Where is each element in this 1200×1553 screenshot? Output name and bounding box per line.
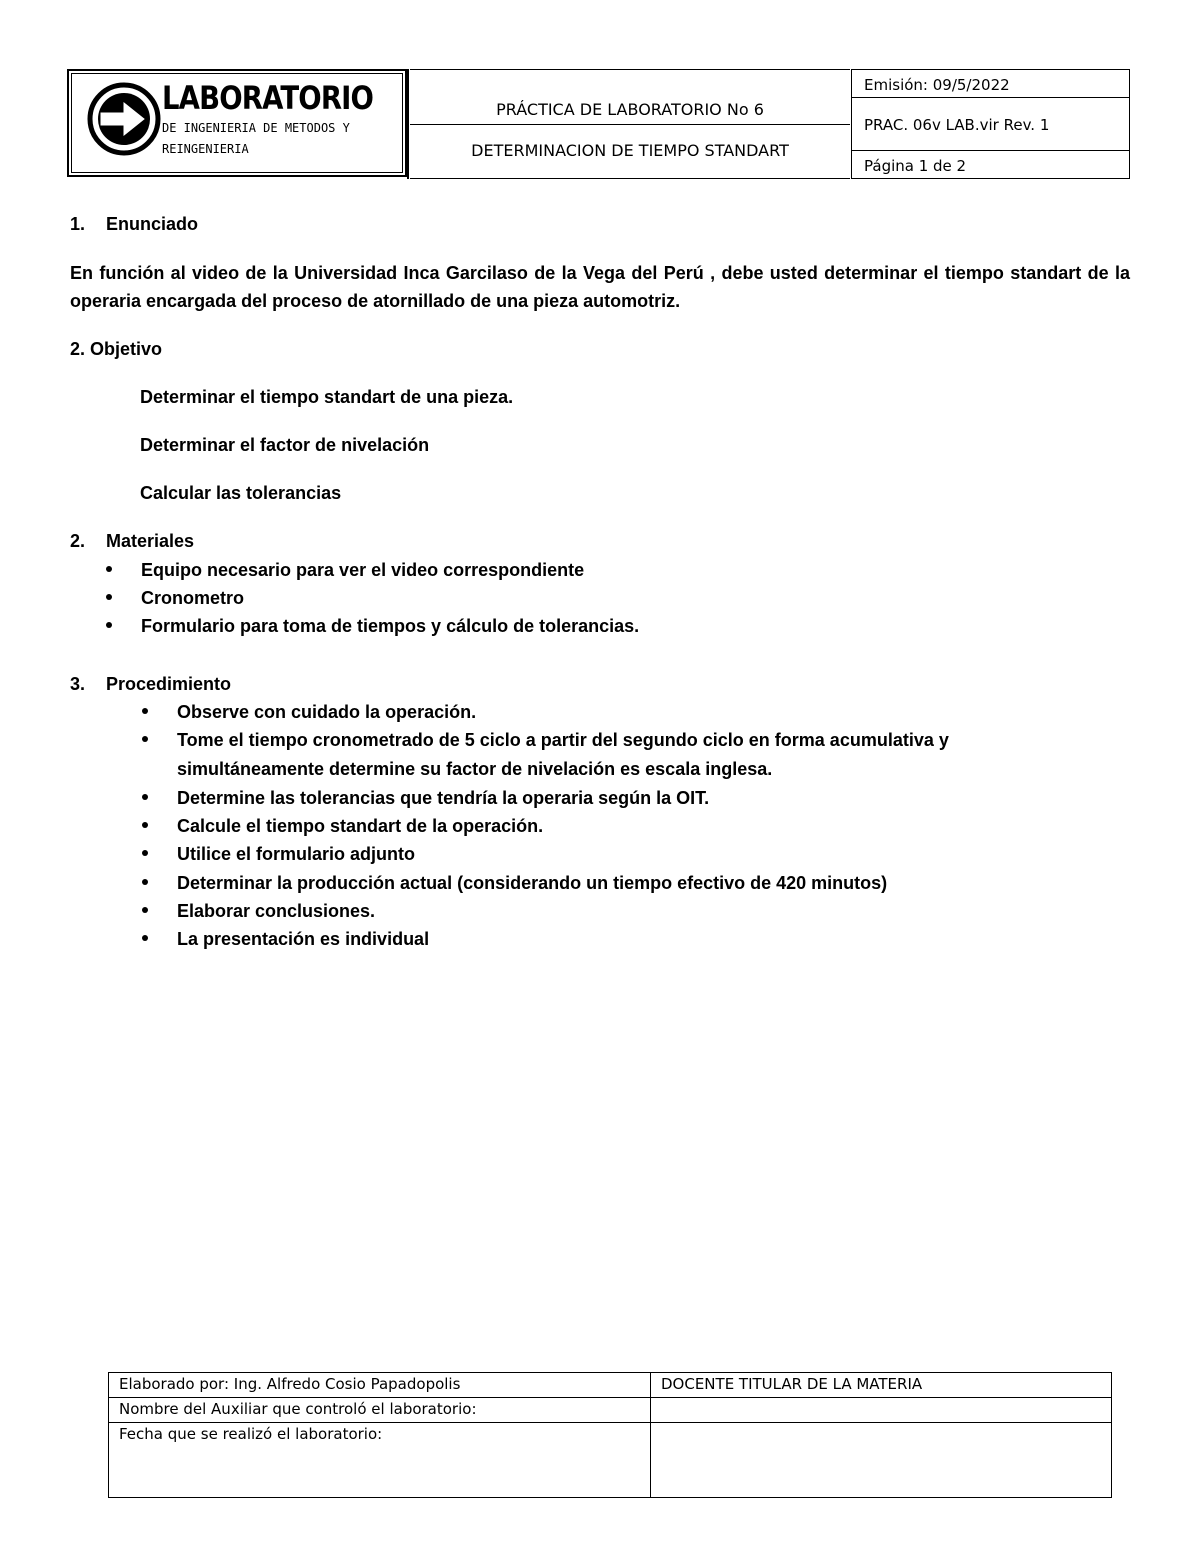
section-title-procedimiento: Procedimiento — [106, 674, 232, 694]
table-cell: DOCENTE TITULAR DE LA MATERIA — [651, 1373, 1112, 1398]
procedimiento-item: Observe con cuidado la operación. — [177, 702, 477, 722]
logo-subtitle-line2: REINGENIERIA — [162, 142, 249, 156]
bullet-icon — [142, 907, 148, 913]
table-cell — [651, 1423, 1112, 1498]
bullet-icon — [142, 879, 148, 885]
bullet-icon — [106, 594, 112, 600]
meta-separator-1 — [852, 97, 1129, 98]
bullet-icon — [142, 794, 148, 800]
enunciado-text: En función al video de la Universidad Inca Garcilaso de la Vega del Perú , debe usted determinar el tiempo standart de la operaria encargada del proceso de atornillado de una pieza automotriz. — [70, 263, 1130, 311]
bullet-icon — [106, 622, 112, 628]
table-cell: Fecha que se realizó el laboratorio: — [109, 1423, 651, 1498]
bullet-icon — [142, 708, 148, 714]
materiales-item: Equipo necesario para ver el video correspondiente — [141, 560, 585, 580]
objetivo-item: Calcular las tolerancias — [140, 483, 342, 503]
procedimiento-item: La presentación es individual — [177, 929, 430, 949]
signature-table — [108, 1372, 1112, 1498]
bullet-icon — [142, 850, 148, 856]
page-number: Página 1 de 2 — [864, 157, 967, 175]
bullet-icon — [142, 822, 148, 828]
table-cell: Nombre del Auxiliar que controló el laboratorio: — [109, 1398, 651, 1423]
section-number-procedimiento: 3. — [70, 674, 86, 694]
bullet-icon — [142, 736, 148, 742]
header-meta-box — [851, 69, 1130, 179]
table-cell: Elaborado por: Ing. Alfredo Cosio Papadopolis — [109, 1373, 651, 1398]
practice-title: PRÁCTICA DE LABORATORIO No 6 — [496, 100, 764, 119]
materiales-item: Formulario para toma de tiempos y cálculo de tolerancias. — [141, 616, 640, 636]
logo-box — [67, 69, 407, 177]
header-title-box — [410, 69, 850, 179]
emission-date: Emisión: 09/5/2022 — [864, 76, 1010, 94]
practice-subject: DETERMINACION DE TIEMPO STANDART — [471, 141, 789, 160]
meta-separator-2 — [852, 150, 1129, 151]
bullet-icon — [142, 935, 148, 941]
header-divider — [407, 69, 409, 179]
table-row — [109, 1423, 1112, 1498]
bullet-icon — [106, 566, 112, 572]
arrow-logo-icon — [87, 82, 161, 156]
logo-title: LABORATORIO — [162, 79, 374, 117]
table-row — [109, 1398, 1112, 1423]
procedimiento-item-continuation: simultáneamente determine su factor de nivelación es escala inglesa. — [177, 759, 773, 779]
logo-subtitle-line1: DE INGENIERIA DE METODOS Y — [162, 121, 350, 135]
table-cell — [651, 1398, 1112, 1423]
section-number-enunciado: 1. — [70, 214, 86, 234]
section-title-materiales: Materiales — [106, 531, 195, 551]
objetivo-item: Determinar el factor de nivelación — [140, 435, 430, 455]
header-title-separator — [410, 124, 850, 125]
procedimiento-item: Elaborar conclusiones. — [177, 901, 376, 921]
document-header — [67, 69, 1130, 179]
materiales-item: Cronometro — [141, 588, 244, 608]
section-number-materiales: 2. — [70, 531, 86, 551]
procedimiento-item: Determine las tolerancias que tendría la operaria según la OIT. — [177, 788, 710, 808]
document-code: PRAC. 06v LAB.vir Rev. 1 — [864, 116, 1050, 134]
section-title-enunciado: Enunciado — [106, 214, 199, 234]
procedimiento-item: Utilice el formulario adjunto — [177, 844, 416, 864]
objetivo-item: Determinar el tiempo standart de una pieza. — [140, 387, 514, 407]
procedimiento-item: Calcule el tiempo standart de la operación. — [177, 816, 544, 836]
procedimiento-item: Tome el tiempo cronometrado de 5 ciclo a partir del segundo ciclo en forma acumulativa y — [177, 730, 949, 750]
table-row — [109, 1373, 1112, 1398]
procedimiento-item: Determinar la producción actual (considerando un tiempo efectivo de 420 minutos) — [177, 873, 888, 893]
section-title-objetivo: 2. Objetivo — [70, 339, 163, 359]
